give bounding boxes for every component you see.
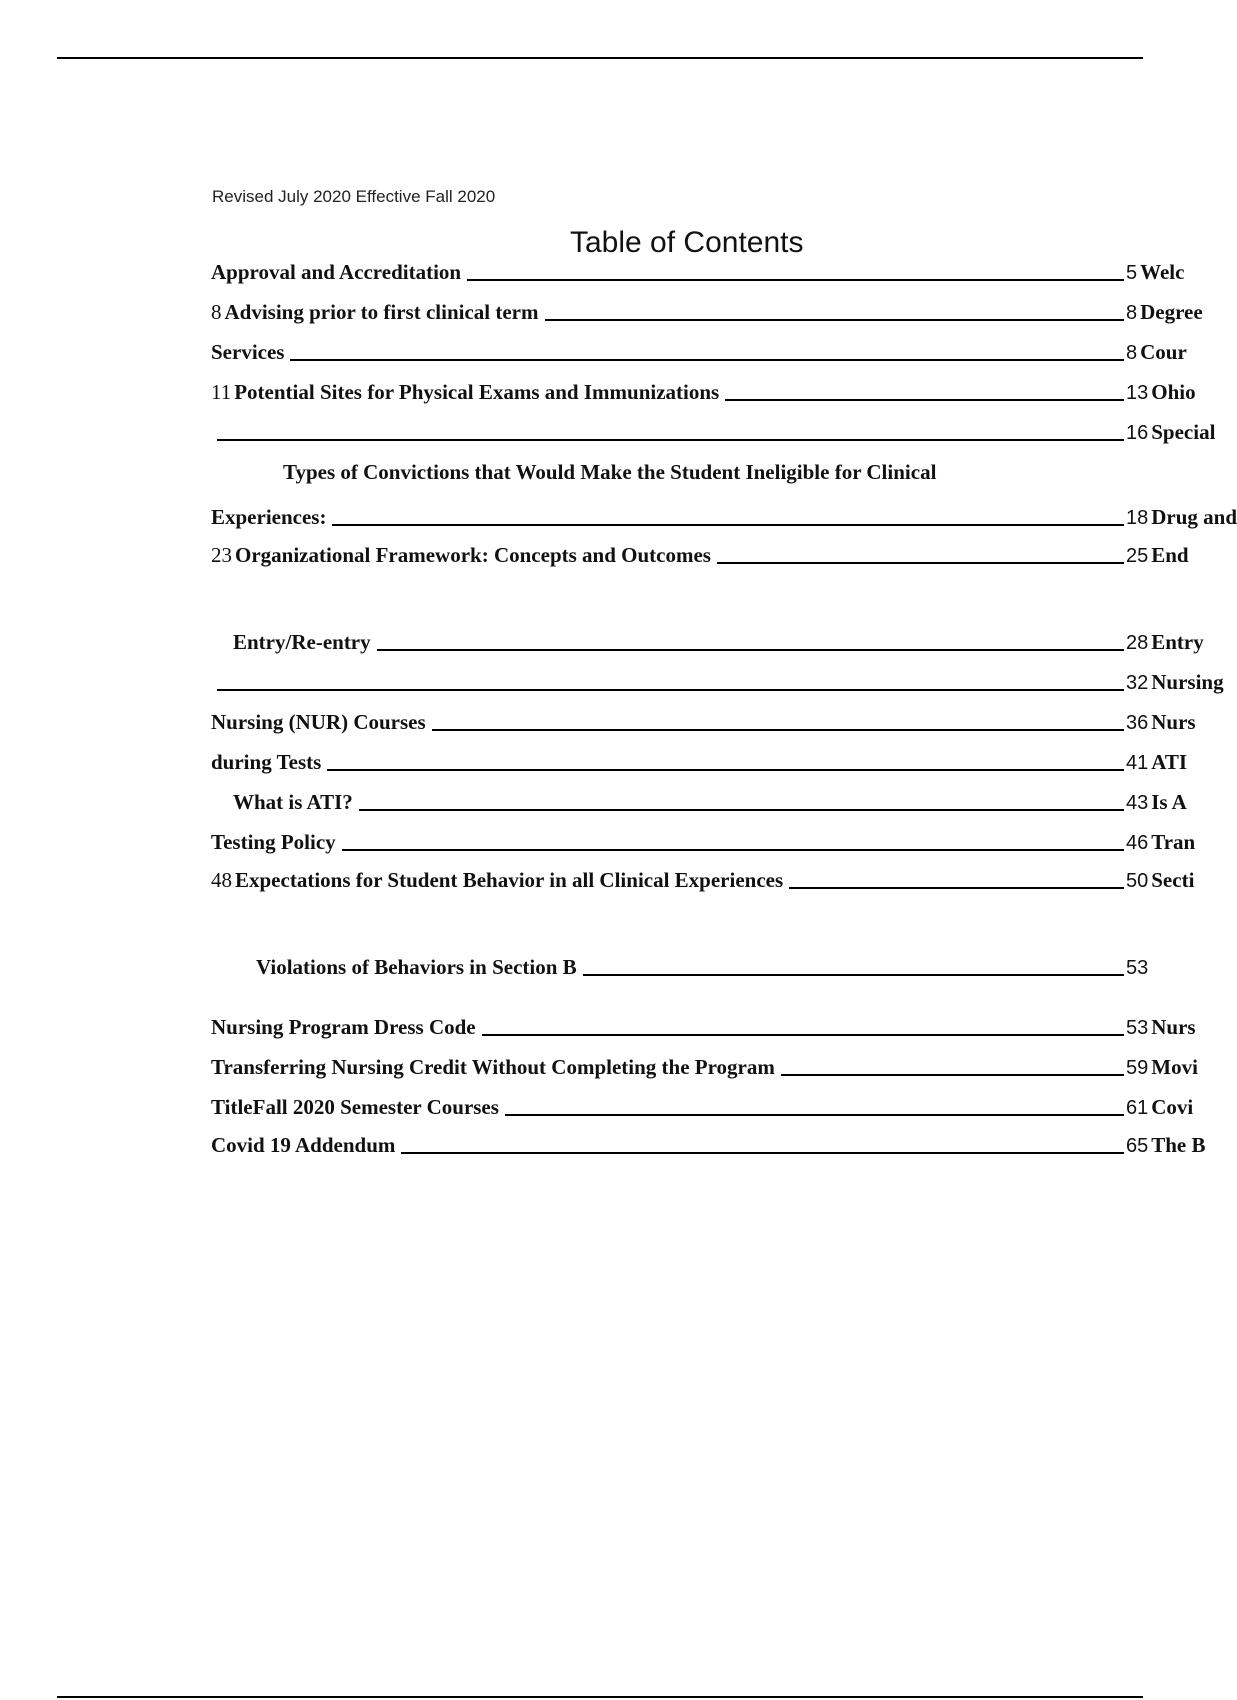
page-title: Table of Contents [570, 226, 804, 259]
toc-entry[interactable] [256, 950, 1200, 980]
toc-entry[interactable] [211, 335, 1200, 365]
toc-entry[interactable] [211, 825, 1200, 855]
toc-next-entry: Entry [1151, 630, 1204, 654]
toc-entry[interactable] [211, 375, 1200, 405]
toc-entry[interactable] [211, 705, 1200, 735]
dot-leader [432, 729, 1124, 731]
toc-page-number: 32 [1126, 672, 1149, 694]
toc-next-entry: Tran [1151, 830, 1196, 854]
dot-leader [290, 359, 1124, 361]
toc-page-number: 28 [1126, 632, 1149, 654]
toc-entry-label[interactable]: Experiences: [211, 505, 327, 529]
toc-next-entry: Covi [1151, 1095, 1194, 1119]
bottom-rule [57, 1696, 1143, 1698]
toc-next-entry: Movi [1151, 1055, 1198, 1079]
toc-page-number: 18 [1126, 507, 1149, 529]
toc-page-number: 50 [1126, 870, 1149, 892]
toc-entry-label[interactable]: Nursing (NUR) Courses [211, 710, 426, 734]
toc-entry[interactable] [211, 500, 1237, 530]
toc-next-entry: Nursing [1151, 670, 1224, 694]
toc-next-entry: ATI [1151, 750, 1188, 774]
dot-leader [482, 1034, 1124, 1036]
toc-next-entry: Nurs [1151, 1015, 1196, 1039]
toc-entry-label[interactable]: Testing Policy [211, 830, 336, 854]
toc-page-number: 36 [1126, 712, 1149, 734]
toc-page-number: 53 [1126, 1017, 1149, 1039]
toc-page-number: 8 [1126, 302, 1138, 324]
toc-entry-label[interactable]: Entry/Re-entry [233, 630, 371, 654]
toc-entry[interactable] [211, 1010, 1200, 1040]
dot-leader [505, 1114, 1124, 1116]
toc-entry-label[interactable]: Nursing Program Dress Code [211, 1015, 476, 1039]
dot-leader [717, 562, 1124, 564]
toc-entry-label[interactable]: Approval and Accreditation [211, 260, 462, 284]
toc-entry-label[interactable]: Potential Sites for Physical Exams and Immunizations [234, 380, 720, 404]
toc-page-number: 65 [1126, 1135, 1149, 1157]
toc-entry[interactable] [211, 295, 1203, 325]
toc-page-number: 5 [1126, 262, 1138, 284]
toc-entry[interactable] [211, 1090, 1200, 1120]
toc-entry[interactable] [211, 1050, 1200, 1080]
toc-page-number: 43 [1126, 792, 1149, 814]
toc-prev-page: 8 [211, 300, 222, 324]
toc-entry[interactable] [211, 863, 1200, 893]
toc-entry[interactable] [211, 745, 1200, 775]
toc-next-entry: Nurs [1151, 710, 1196, 734]
toc-next-entry: Ohio [1151, 380, 1196, 404]
toc-next-entry: Is A [1151, 790, 1187, 814]
dot-leader [342, 849, 1124, 851]
dot-leader [359, 809, 1124, 811]
toc-entry[interactable] [211, 1128, 1206, 1158]
toc-prev-page: 23 [211, 543, 232, 567]
toc-entry-label[interactable]: Services [211, 340, 285, 364]
toc-page-number: 13 [1126, 382, 1149, 404]
toc-entry-label[interactable]: during Tests [211, 750, 322, 774]
toc-entry-label[interactable]: Covid 19 Addendum [211, 1133, 396, 1157]
dot-leader [217, 439, 1124, 441]
dot-leader [332, 524, 1124, 526]
toc-entry-label[interactable]: Organizational Framework: Concepts and Outcomes [235, 543, 711, 567]
dot-leader [583, 974, 1124, 976]
dot-leader [789, 887, 1124, 889]
toc-page-number: 53 [1126, 957, 1149, 979]
toc-entry[interactable] [233, 785, 1200, 815]
dot-leader [377, 649, 1124, 651]
toc-next-entry: Degree [1140, 300, 1203, 324]
dot-leader [781, 1074, 1124, 1076]
toc-entry[interactable] [211, 665, 1224, 695]
toc-entry[interactable] [211, 538, 1200, 568]
toc-page-number: 25 [1126, 545, 1149, 567]
dot-leader [545, 319, 1125, 321]
dot-leader [401, 1152, 1124, 1154]
dot-leader [725, 399, 1124, 401]
dot-leader [467, 279, 1124, 281]
toc-next-entry: Cour [1140, 340, 1187, 364]
toc-prev-page: 48 [211, 868, 232, 892]
toc-heading: Types of Convictions that Would Make the Student Ineligible for Clinical [283, 460, 937, 484]
toc-next-entry: Special [1151, 420, 1216, 444]
toc-next-entry: Secti [1151, 868, 1195, 892]
toc-entry-label[interactable]: Violations of Behaviors in Section B [256, 955, 577, 979]
toc-page-number: 16 [1126, 422, 1149, 444]
toc-entry-label[interactable]: What is ATI? [233, 790, 353, 814]
toc-entry[interactable] [211, 415, 1216, 445]
toc-entry-label[interactable]: Expectations for Student Behavior in all Clinical Experiences [235, 868, 784, 892]
toc-entry-label[interactable]: Transferring Nursing Credit Without Completing the Program [211, 1055, 775, 1079]
toc-page-number: 46 [1126, 832, 1149, 854]
toc-prev-page: 11 [211, 380, 232, 404]
toc-entry[interactable] [211, 255, 1200, 285]
toc-next-entry: The B [1151, 1133, 1206, 1157]
revision-note: Revised July 2020 Effective Fall 2020 [212, 187, 496, 206]
toc-entry-label[interactable]: TitleFall 2020 Semester Courses [211, 1095, 499, 1119]
toc-page-number: 59 [1126, 1057, 1149, 1079]
toc-entry[interactable] [233, 625, 1204, 655]
dot-leader [217, 689, 1124, 691]
toc-next-entry: Welc [1140, 260, 1185, 284]
dot-leader [327, 769, 1124, 771]
toc-next-entry: End [1151, 543, 1189, 567]
toc-page-number: 41 [1126, 752, 1149, 774]
toc-entry-label[interactable]: Advising prior to first clinical term [224, 300, 539, 324]
top-rule [57, 57, 1143, 59]
toc-next-entry: Drug and [1151, 505, 1237, 529]
toc-page-number: 61 [1126, 1097, 1149, 1119]
toc-page-number: 8 [1126, 342, 1138, 364]
